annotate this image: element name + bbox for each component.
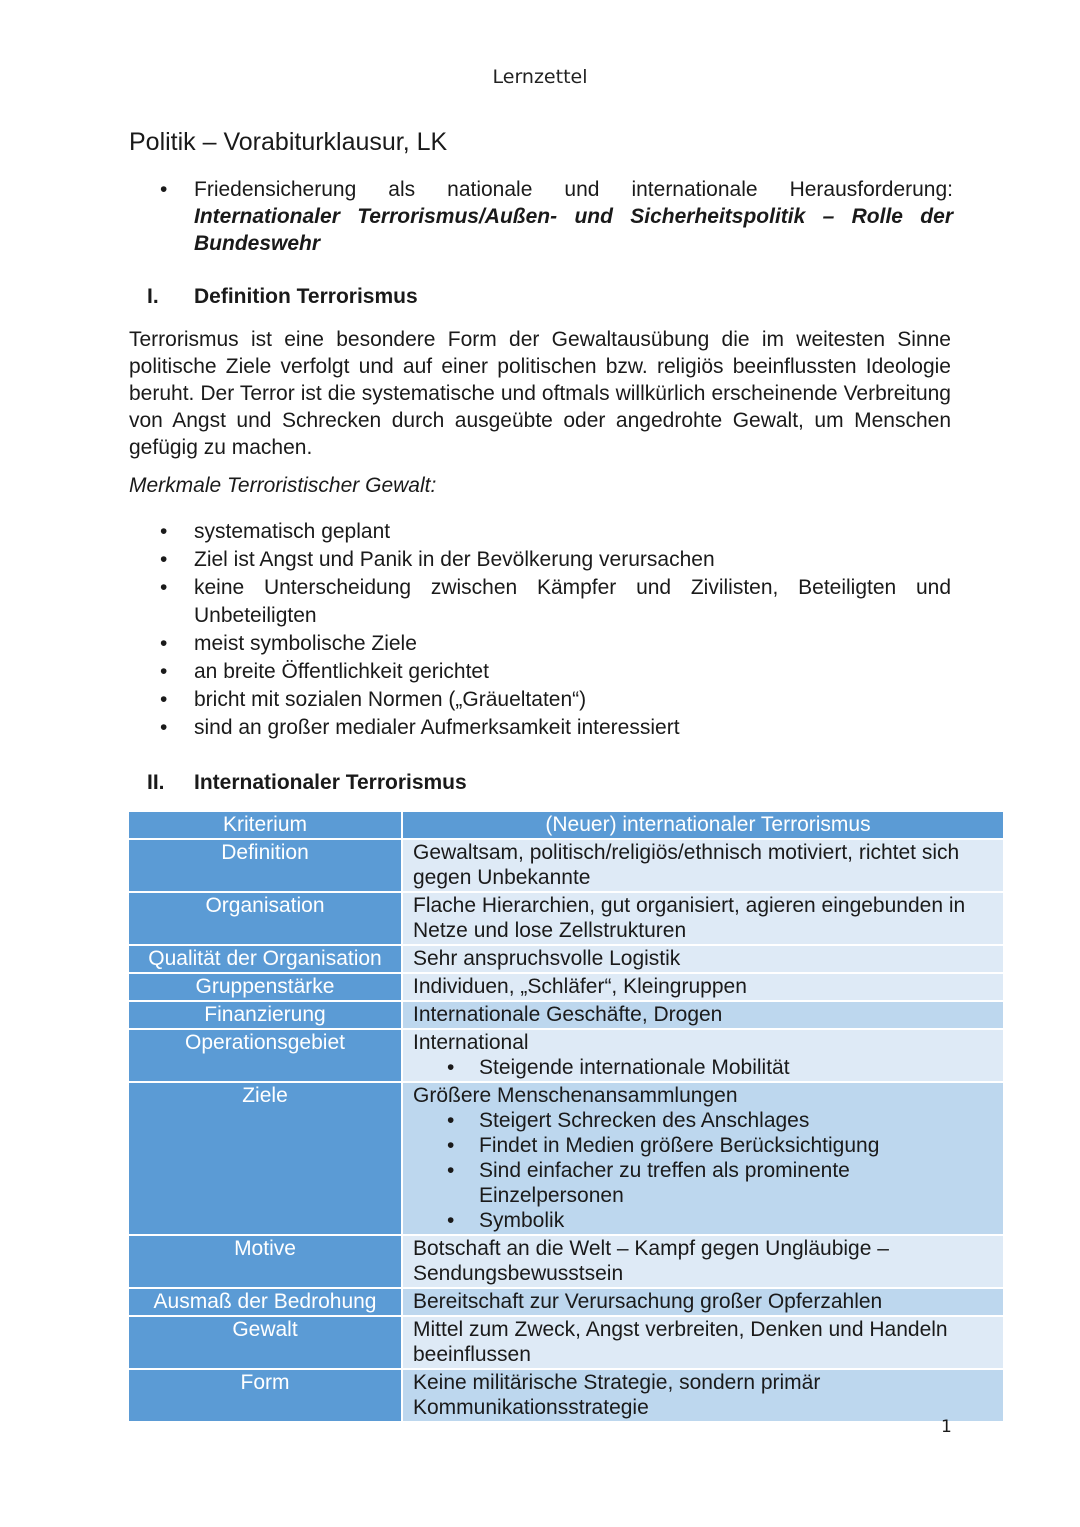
table-key-cell: Gruppenstärke (129, 973, 402, 1001)
list-item: • Steigende internationale Mobilität (413, 1055, 1003, 1080)
table-value-cell: Individuen, „Schläfer“, Kleingruppen (402, 973, 1003, 1001)
table-row (129, 1235, 1003, 1288)
table-key-cell: Gewalt (129, 1316, 402, 1369)
topic-bullet (160, 176, 953, 257)
table-value-cell: Flache Hierarchien, gut organisiert, agieren eingebunden in Netze und lose Zellstrukturen (402, 892, 1003, 945)
table-header-cell: Kriterium (129, 812, 402, 839)
table-row (129, 839, 1003, 892)
bullet-icon (160, 658, 194, 686)
terrorism-table (129, 812, 1003, 1423)
bullet-icon (447, 1055, 479, 1080)
table-value-cell (402, 1082, 1003, 1235)
table-value-cell: Sehr anspruchsvolle Logistik (402, 945, 1003, 973)
section-number: II. (147, 771, 165, 794)
table-value-cell: Gewaltsam, politisch/religiös/ethnisch motiviert, richtet sich gegen Unbekannte (402, 839, 1003, 892)
list-item: • bricht mit sozialen Normen („Gräueltaten“) (160, 686, 951, 714)
table-value-cell: Internationale Geschäfte, Drogen (402, 1001, 1003, 1029)
table-value-cell (402, 1029, 1003, 1082)
list-item: • keine Unterscheidung zwischen Kämpfer und Zivilisten, Beteiligten und Unbeteiligten (160, 574, 951, 630)
table-row (129, 945, 1003, 973)
table-row (129, 892, 1003, 945)
table-key-cell: Ausmaß der Bedrohung (129, 1288, 402, 1316)
bullet-icon (160, 686, 194, 714)
list-item: • Steigert Schrecken des Anschlages (413, 1108, 1003, 1133)
section-number: I. (147, 285, 159, 308)
table-key-cell: Definition (129, 839, 402, 892)
section-heading-2 (147, 771, 467, 795)
table-key-cell: Qualität der Organisation (129, 945, 402, 973)
table-row (129, 1082, 1003, 1235)
table-row (129, 1316, 1003, 1369)
list-item: • Sind einfacher zu treffen als prominente Einzelpersonen (413, 1158, 1003, 1208)
table-key-cell: Organisation (129, 892, 402, 945)
merkmale-list (160, 518, 951, 742)
list-item: • systematisch geplant (160, 518, 951, 546)
bullet-icon (160, 546, 194, 574)
bullet-icon (447, 1158, 479, 1208)
list-item: • Findet in Medien größere Berücksichtigung (413, 1133, 1003, 1158)
cell-text: Größere Menschenansammlungen (413, 1084, 738, 1107)
table-key-cell: Form (129, 1369, 402, 1422)
definition-paragraph: Terrorismus ist eine besondere Form der Gewaltausübung die im weitesten Sinne politische Ziele verfolgt und auf einer politischen bzw. religiös beeinflussten Ideologie beruht. Der Terror ist die systematische und oftmals willkürlich erscheinende Verbreitung von Angst und Schrecken durch ausgeübte oder angedrohte Gewalt, um Menschen gefügig zu machen. (129, 328, 951, 459)
list-item: • Ziel ist Angst und Panik in der Bevölkerung verursachen (160, 546, 951, 574)
cell-text: International (413, 1031, 529, 1054)
table-header-cell: (Neuer) internationaler Terrorismus (402, 812, 1003, 839)
table-value-cell: Keine militärische Strategie, sondern primär Kommunikationsstrategie (402, 1369, 1003, 1422)
bullet-icon (160, 574, 194, 630)
table-key-cell: Finanzierung (129, 1001, 402, 1029)
section-title: Definition Terrorismus (194, 285, 418, 308)
section-heading-1 (147, 285, 418, 309)
document-title: Politik – Vorabiturklausur, LK (129, 128, 448, 156)
table-row (129, 1001, 1003, 1029)
page-header: Lernzettel (492, 66, 588, 88)
table-value-cell: Bereitschaft zur Verursachung großer Opferzahlen (402, 1288, 1003, 1316)
bullet-icon (160, 518, 194, 546)
table-row (129, 1288, 1003, 1316)
bullet-icon (160, 714, 194, 742)
topic-line-3: Bundeswehr (194, 232, 321, 255)
topic-line-1: Friedensicherung als nationale und internationale Herausforderung: (194, 178, 953, 201)
bullet-icon (447, 1108, 479, 1133)
list-item: • Symbolik (413, 1208, 1003, 1233)
table-key-cell: Operationsgebiet (129, 1029, 402, 1082)
table-header-row (129, 812, 1003, 839)
merkmale-heading: Merkmale Terroristischer Gewalt: (129, 474, 437, 497)
section-title: Internationaler Terrorismus (194, 771, 467, 794)
bullet-icon (447, 1208, 479, 1233)
list-item: • an breite Öffentlichkeit gerichtet (160, 658, 951, 686)
table-row (129, 1029, 1003, 1082)
bullet-icon (160, 630, 194, 658)
table-row (129, 1369, 1003, 1422)
list-item: • sind an großer medialer Aufmerksamkeit interessiert (160, 714, 951, 742)
table-value-cell: Mittel zum Zweck, Angst verbreiten, Denken und Handeln beeinflussen (402, 1316, 1003, 1369)
topic-line-2: Internationaler Terrorismus/Außen- und Sicherheitspolitik – Rolle der (194, 205, 953, 228)
bullet-icon (447, 1133, 479, 1158)
table-key-cell: Motive (129, 1235, 402, 1288)
table-key-cell: Ziele (129, 1082, 402, 1235)
table-row (129, 973, 1003, 1001)
list-item: • meist symbolische Ziele (160, 630, 951, 658)
table-value-cell: Botschaft an die Welt – Kampf gegen Ungläubige – Sendungsbewusstsein (402, 1235, 1003, 1288)
bullet-icon (160, 176, 194, 257)
page-number: 1 (941, 1417, 952, 1437)
